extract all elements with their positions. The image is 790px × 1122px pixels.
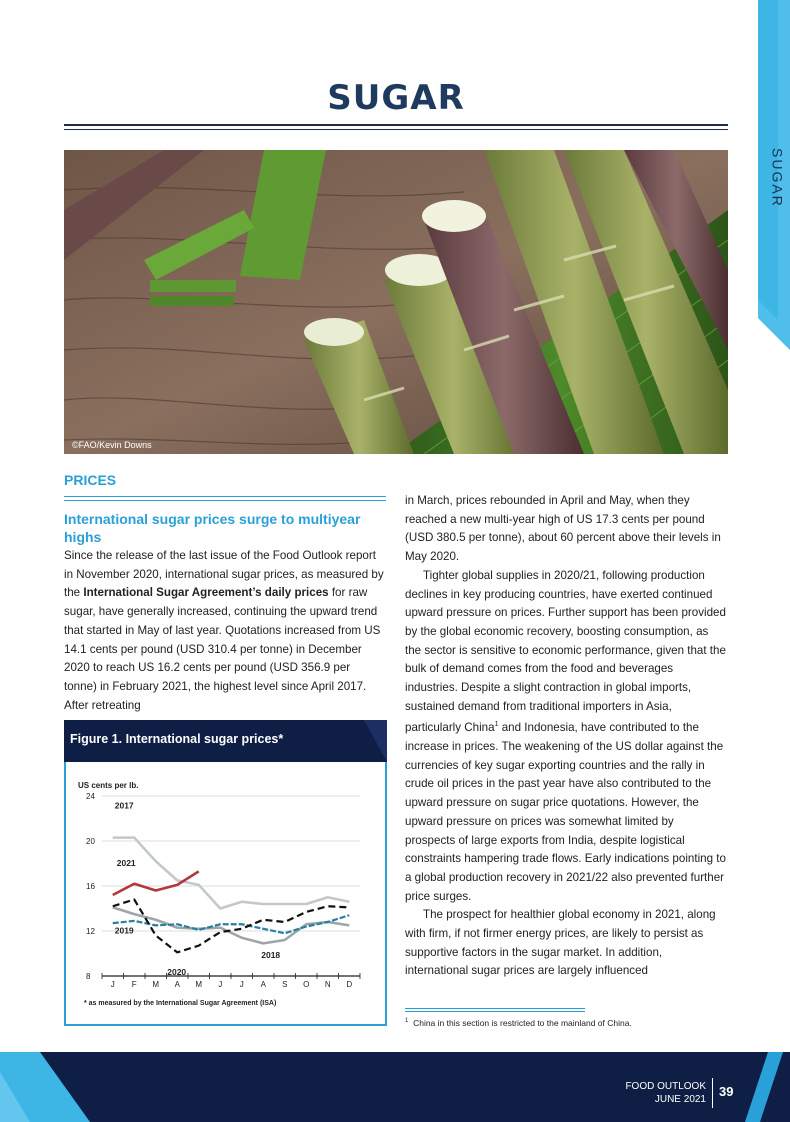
sub-heading: International sugar prices surge to multiyear highs: [64, 511, 361, 545]
x-tick-label: A: [260, 980, 266, 989]
page-title: SUGAR: [327, 78, 465, 118]
footnote: $^1$ China in this section is restricted to the mainland of China.: [405, 1018, 632, 1028]
section-rule-2: [64, 500, 386, 501]
sugarcane-photo: [64, 150, 728, 454]
series-label-2020: 2020: [167, 966, 187, 977]
y-ticks: [86, 792, 95, 981]
y-axis-label: US cents per lb.: [78, 781, 139, 790]
series-lines: [113, 838, 350, 953]
series-label-2021: 2021: [116, 857, 136, 868]
x-tick-label: M: [195, 980, 203, 989]
series-label-2017: 2017: [114, 800, 134, 811]
sugar-price-chart: [66, 776, 376, 998]
figure-title: Figure 1. International sugar prices*: [70, 732, 284, 746]
x-tick-label: D: [346, 980, 353, 989]
footnote-ref[interactable]: 1: [494, 721, 499, 729]
series-labels: [115, 800, 281, 977]
x-tick-label: O: [303, 980, 310, 989]
figure-note: * as measured by the International Sugar Agreement (ISA): [84, 1000, 277, 1007]
y-tick-label: 20: [86, 837, 95, 846]
series-label-2018: 2018: [261, 950, 281, 960]
footnote-rule-2: [405, 1011, 585, 1012]
right-column-text: [405, 492, 727, 981]
page-number: 39: [719, 1084, 734, 1099]
x-tick-label: S: [282, 980, 288, 989]
photo-credit: ©FAO/Kevin Downs: [72, 440, 152, 450]
left-column-text: [64, 547, 386, 715]
x-tick-label: M: [152, 980, 160, 989]
side-tab-label: SUGAR: [769, 148, 786, 208]
section-rule: [64, 496, 386, 497]
series-line-2017: [113, 838, 350, 909]
x-tick-label: J: [218, 980, 223, 989]
x-tick-label: J: [239, 980, 244, 989]
y-tick-label: 16: [86, 882, 95, 891]
y-tick-label: 24: [86, 792, 95, 801]
x-tick-label: F: [131, 980, 137, 989]
title-rule-thin: [64, 129, 728, 130]
y-tick-label: 8: [86, 972, 91, 981]
footer-separator: [712, 1078, 713, 1108]
x-tick-label: J: [110, 980, 115, 989]
title-rule: [64, 124, 728, 126]
paragraph: Since the release of the last issue of the Food Outlook report in November 2020, international sugar prices, as measured by the International Sugar Agreement’s daily prices for raw sugar, have generally increased, continuing the upward trend that started in May of last year. Quotations increased from US 14.1 cents per pound (USD 310.4 per tonne) in December 2020 to reach US 16.2 cents per pound (USD 356.9 per tonne) in February 2021, the highest level since April 2017. After retreating: [64, 549, 384, 712]
y-tick-label: 12: [86, 927, 95, 936]
footnote-rule: [405, 1008, 585, 1009]
x-tick-label: N: [324, 980, 331, 989]
section-heading-prices: PRICES: [64, 472, 117, 488]
isa-daily-prices-term: International Sugar Agreement’s daily prices: [83, 586, 329, 600]
series-label-2019: 2019: [114, 925, 134, 936]
paragraph: in March, prices rebounded in April and May, when they reached a new multi-year high of US 17.3 cents per pound (USD 380.5 per tonne), about 60 percent above their levels in May 2020.: [405, 494, 721, 564]
x-tick-label: A: [174, 980, 180, 989]
paragraph: Tighter global supplies in 2020/21, following production declines in key producing countries, have exerted continued upward pressure on prices. Further support has been provided by the global economic recovery, boosting consumption, as the sector is sensitive to economic performance, given that the bulk of demand comes from the food and beverages industries. Despite a slight contraction in global imports, sustained demand from traditional importers in Asia, particularly China$^1$ and Indonesia, have contributed to the increase in prices. The weakening of the US dollar against the currencies of key sugar exporting countries and the rally in crude oil prices in the past year have also contributed to the upward pressure on sugar price quotations. However, the upward pressure on prices was somewhat limited by prospects of large exports from India, despite logistical constraints hampering trade flows. Early indications pointing to a global production recovery in 2021/22 also prevented further price surges.: [405, 568, 726, 903]
footer-publication: FOOD OUTLOOK JUNE 2021: [625, 1081, 706, 1105]
paragraph: The prospect for healthier global economy in 2021, along with firm, if not firmer energy prices, are likely to persist as supportive factors in the sugar market. In addition, international sugar prices are largely influenced: [405, 908, 716, 978]
